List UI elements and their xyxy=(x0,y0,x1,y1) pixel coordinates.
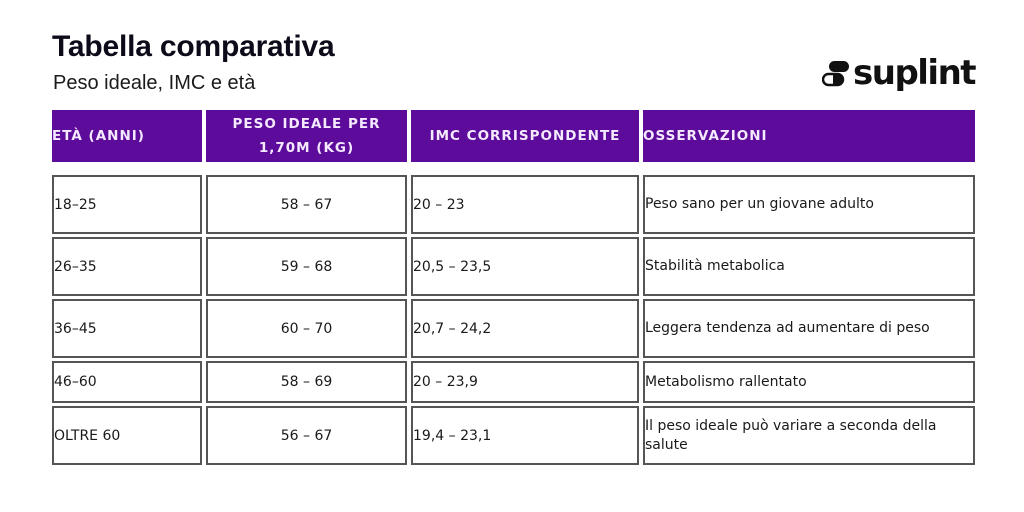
cell-note: Leggera tendenza ad aumentare di peso xyxy=(643,299,975,358)
cell-imc: 19,4 – 23,1 xyxy=(411,406,639,465)
table-row xyxy=(52,406,975,465)
cell-weight: 60 – 70 xyxy=(206,299,407,358)
cell-weight: 59 – 68 xyxy=(206,237,407,296)
cell-imc: 20,5 – 23,5 xyxy=(411,237,639,296)
brand-name: suplint xyxy=(853,53,976,93)
table-header xyxy=(52,110,975,162)
column-header-age: ETÀ (ANNI) xyxy=(52,110,202,162)
cell-imc: 20 – 23 xyxy=(411,175,639,234)
page-subtitle: Peso ideale, IMC e età xyxy=(53,72,256,94)
table-row xyxy=(52,361,975,403)
capsule-pills-icon xyxy=(822,58,850,88)
table-row xyxy=(52,237,975,296)
cell-age: OLTRE 60 xyxy=(52,406,202,465)
cell-weight: 58 – 69 xyxy=(206,361,407,403)
cell-age: 36–45 xyxy=(52,299,202,358)
cell-imc: 20 – 23,9 xyxy=(411,361,639,403)
table-row xyxy=(52,175,975,234)
brand-logo xyxy=(822,53,976,93)
cell-weight: 56 – 67 xyxy=(206,406,407,465)
column-header-weight: PESO IDEALE PER 1,70M (KG) xyxy=(206,110,407,162)
page-title: Tabella comparativa xyxy=(52,30,335,63)
cell-age: 18–25 xyxy=(52,175,202,234)
cell-note: Stabilità metabolica xyxy=(643,237,975,296)
cell-age: 26–35 xyxy=(52,237,202,296)
cell-note: Il peso ideale può variare a seconda della salute xyxy=(643,406,975,465)
column-header-imc: IMC CORRISPONDENTE xyxy=(411,110,639,162)
table-row xyxy=(52,299,975,358)
cell-age: 46–60 xyxy=(52,361,202,403)
cell-imc: 20,7 – 24,2 xyxy=(411,299,639,358)
table-body xyxy=(52,175,975,468)
cell-weight: 58 – 67 xyxy=(206,175,407,234)
cell-note: Metabolismo rallentato xyxy=(643,361,975,403)
column-header-notes: OSSERVAZIONI xyxy=(643,110,975,162)
cell-note: Peso sano per un giovane adulto xyxy=(643,175,975,234)
